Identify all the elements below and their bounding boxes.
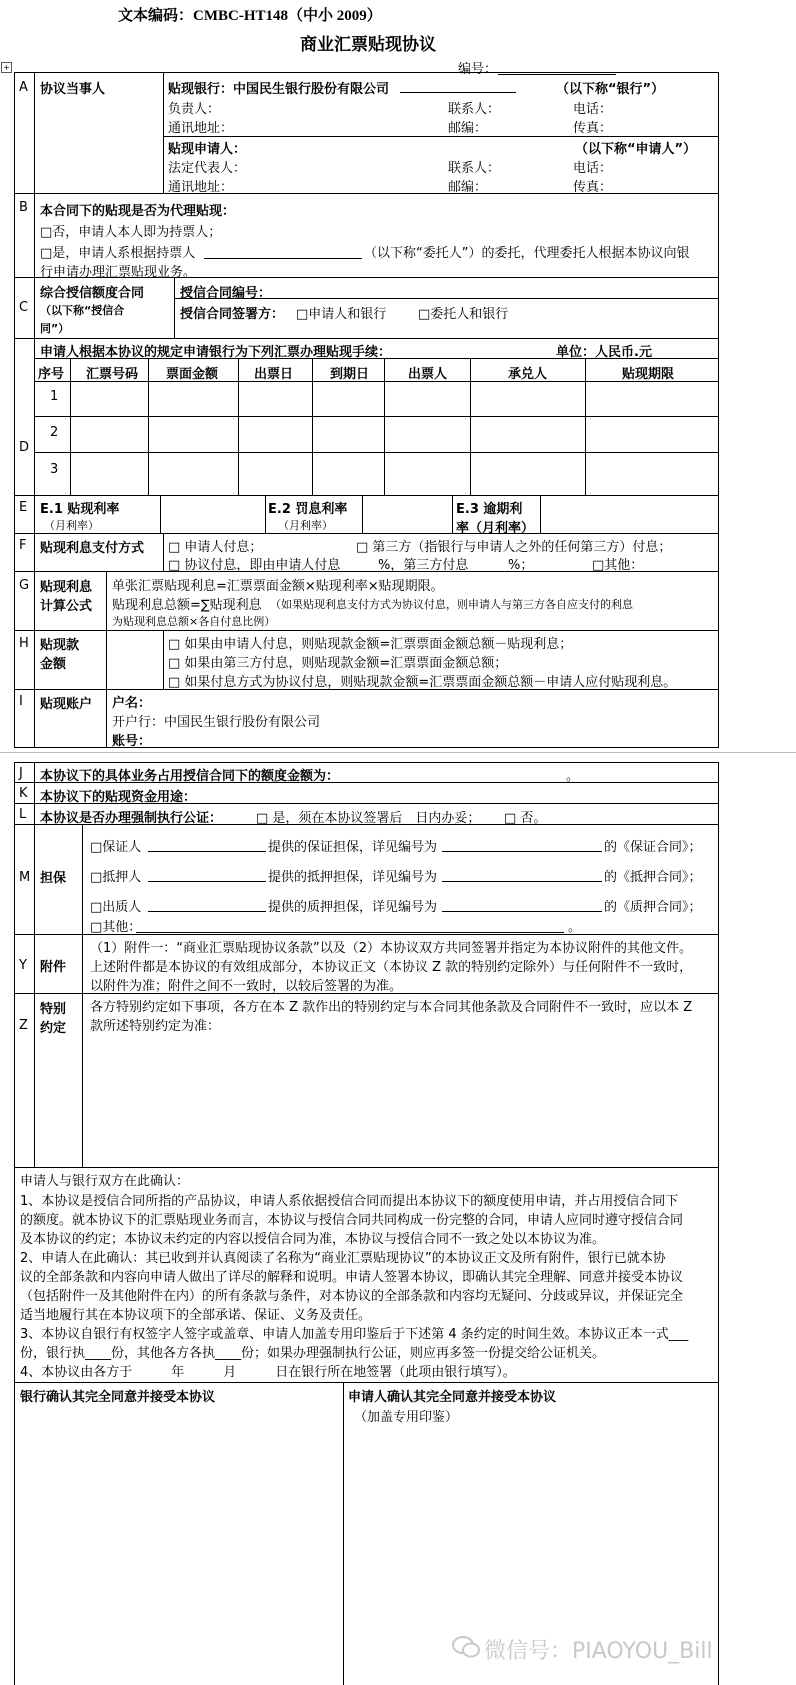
section-letter-c: C xyxy=(19,300,29,315)
table-move-handle-icon[interactable]: + xyxy=(1,62,12,73)
other-guarantee-field[interactable] xyxy=(136,920,564,933)
credit-amount-clause: 本协议下的具体业务占用授信合同下的额度金额为： xyxy=(40,769,340,784)
section-c-label-a: 综合授信额度合同 xyxy=(40,286,145,301)
section-letter-e: E xyxy=(19,500,28,515)
row-number-1: 1 xyxy=(50,389,59,404)
pledgor-text: 提供的质押担保，详见编号为 xyxy=(268,900,438,915)
section-g-label-a: 贴现利息 xyxy=(40,580,93,595)
section-letter-i: I xyxy=(19,694,23,709)
section-b-title: 本合同下的贴现是否为代理贴现： xyxy=(40,204,236,219)
page-title: 商业汇票贴现协议 xyxy=(300,35,436,55)
section-letter-k: K xyxy=(19,786,28,801)
bank-contact-label: 联系人： xyxy=(448,102,501,117)
section-letter-f: F xyxy=(19,538,27,553)
section-letter-m: M xyxy=(19,870,31,885)
confirmation-line: 4、本协议由各方于 年 月 日在银行所在地签署（此项由银行填写）。 xyxy=(20,1365,516,1380)
currency-unit: 单位：人民币.元 xyxy=(556,345,652,360)
applicant-contact-label: 联系人： xyxy=(448,161,501,176)
other-guarantee-end: 。 xyxy=(568,920,582,935)
applicant-address-label: 通讯地址： xyxy=(168,180,234,195)
bank-zip-label: 邮编： xyxy=(448,121,488,136)
interest-pct2-label: %； xyxy=(508,558,534,573)
col-header-acceptor: 承兑人 xyxy=(508,367,548,382)
signer-option-applicant[interactable]: □申请人和银行 xyxy=(296,307,387,322)
applicant-fax-label: 传真： xyxy=(573,180,613,195)
col-header-face-amount: 票面金额 xyxy=(166,367,219,382)
confirmation-line: 的额度。就本协议下的汇票贴现业务而言，本协议与授信合同共同构成一份完整的合同，申请人应同时遵守授信合同 xyxy=(20,1213,684,1228)
guarantor-option[interactable]: □保证人 xyxy=(90,840,142,855)
opening-bank-label: 开户行：中国民生银行股份有限公司 xyxy=(112,715,321,730)
notarization-yes-option[interactable]: □ 是，须在本协议签署后__日内办妥； xyxy=(256,811,481,826)
section-f-label: 贴现利息支付方式 xyxy=(40,541,145,556)
notarization-clause: 本协议是否办理强制执行公证： xyxy=(40,811,223,826)
mortgagor-option[interactable]: □抵押人 xyxy=(90,870,142,885)
agreement-number-field[interactable] xyxy=(498,62,616,75)
amount-option-third-party[interactable]: □ 如果由第三方付息，则贴现款金额=汇票票面金额总额； xyxy=(168,656,508,671)
section-y-label: 附件 xyxy=(40,960,67,975)
special-terms-line-1: 各方特别约定如下事项，各方在本 Z 款作出的特别约定与本合同其他条款及合同附件不一致时，应以本 Z xyxy=(90,1000,693,1015)
pledgor-name-field[interactable] xyxy=(148,899,266,912)
row-number-3: 3 xyxy=(50,462,59,477)
row-number-2: 2 xyxy=(50,425,59,440)
bank-fax-label: 传真： xyxy=(573,121,613,136)
section-z-label-b: 约定 xyxy=(40,1021,67,1036)
section-m-label: 担保 xyxy=(40,871,67,886)
total-interest-note-b: 为贴现利息总额×各自付息比例） xyxy=(112,615,276,628)
interest-pct-label: %，第三方付息 xyxy=(378,558,469,573)
bank-phone-label: 电话： xyxy=(573,102,613,117)
account-number-label: 账号： xyxy=(112,734,152,749)
interest-option-other[interactable]: □其他： xyxy=(592,558,644,573)
pledge-contract-no-field[interactable] xyxy=(442,899,602,912)
section-letter-g: G xyxy=(19,578,30,593)
account-name-label: 户名： xyxy=(112,696,152,711)
pledge-contract-end: 的《质押合同》； xyxy=(604,900,702,915)
applicant-zip-label: 邮编： xyxy=(448,180,488,195)
bank-address-label: 通讯地址： xyxy=(168,121,234,136)
attachment-line-1: （1）附件一：“商业汇票贴现协议条款”以及（2）本协议双方共同签署并指定为本协议附件的其他文件。 xyxy=(90,941,693,956)
other-guarantee-option[interactable]: □其他： xyxy=(90,920,142,935)
guarantor-name-field[interactable] xyxy=(148,839,266,852)
section-letter-a: A xyxy=(19,80,28,95)
mortgagor-text: 提供的抵押担保，详见编号为 xyxy=(268,870,438,885)
bank-alias: （以下称“银行”） xyxy=(556,82,665,97)
total-interest-note-a: （如果贴现利息支付方式为协议付息，则申请人与第三方各自应支付的利息 xyxy=(270,598,633,611)
watermark-text: 微信号：PIAOYOU_Bill xyxy=(484,1639,713,1664)
e2-monthly-rate: （月利率） xyxy=(278,519,333,532)
interest-option-applicant[interactable]: □ 申请人付息； xyxy=(168,540,263,555)
col-header-issue-date: 出票日 xyxy=(254,367,294,382)
e1-monthly-rate: （月利率） xyxy=(44,519,99,532)
confirmation-line: 1、本协议是授信合同所指的产品协议，申请人系依据授信合同而提出本协议下的额度使用申请，并占用授信合同下 xyxy=(20,1194,679,1209)
bank-responsible-label: 负责人： xyxy=(168,102,221,117)
col-header-bill-no: 汇票号码 xyxy=(86,367,139,382)
e1-discount-rate-label: E.1 贴现利率 xyxy=(40,502,120,517)
section-letter-d: D xyxy=(19,440,30,455)
option-agent-a[interactable]: □是，申请人系根据持票人 xyxy=(40,246,196,261)
attachment-line-3: 以附件为准；附件之间不一致时，以较后签署的为准。 xyxy=(90,979,403,994)
section-z-label-a: 特别 xyxy=(40,1002,67,1017)
col-header-term: 贴现期限 xyxy=(622,367,675,382)
credit-amount-end: 。 xyxy=(566,769,580,784)
applicant-legal-rep-label: 法定代表人： xyxy=(168,161,247,176)
guarantor-text: 提供的保证担保，详见编号为 xyxy=(268,840,438,855)
col-header-seq: 序号 xyxy=(38,367,65,382)
section-letter-h: H xyxy=(19,636,29,651)
notarization-no-option[interactable]: □ 否。 xyxy=(504,811,547,826)
guarantee-contract-end: 的《保证合同》； xyxy=(604,840,702,855)
section-letter-l: L xyxy=(19,807,27,822)
section-h-label-b: 金额 xyxy=(40,657,67,672)
col-header-drawer: 出票人 xyxy=(408,367,448,382)
section-letter-j: J xyxy=(19,766,23,781)
pledgor-option[interactable]: □出质人 xyxy=(90,900,142,915)
bank-branch-field[interactable] xyxy=(400,80,516,93)
single-interest-formula: 单张汇票贴现利息=汇票票面金额×贴现利率×贴现期限。 xyxy=(112,579,444,594)
confirmation-line: （包括附件一及其他附件在内）的所有条款与条件，对本协议的全部条款和内容均无疑问、分歧或异议，并保证完全 xyxy=(20,1289,684,1304)
option-agent-b: （以下称“委托人”）的委托，代理委托人根据本协议向银 xyxy=(364,246,690,261)
option-agent-c: 行申请办理汇票贴现业务。 xyxy=(40,265,197,280)
agreement-number-label: 编号： xyxy=(458,62,498,77)
holder-name-field[interactable] xyxy=(204,246,362,259)
interest-option-third-party[interactable]: □ 第三方（指银行与申请人之外的任何第三方）付息； xyxy=(356,540,672,555)
credit-contract-number-label: 授信合同编号： xyxy=(180,286,272,301)
e3-overdue-rate-label-a: E.3 逾期利 xyxy=(456,502,523,517)
confirmation-line: 及本协议的约定；本协议未约定的内容以授信合同为准，本协议与授信合同不一致之处以本协议为准。 xyxy=(20,1232,606,1247)
confirmation-line: 2、申请人在此确认：其已收到并认真阅读了名称为“商业汇票贴现协议”的本协议正文及所有附件，银行已就本协 xyxy=(20,1251,666,1266)
section-g-label-b: 计算公式 xyxy=(40,599,93,614)
mortgage-contract-end: 的《抵押合同》； xyxy=(604,870,702,885)
col-header-due-date: 到期日 xyxy=(330,367,370,382)
special-terms-line-2: 款所述特别约定为准： xyxy=(90,1019,221,1034)
discount-request-intro: 申请人根据本协议的规定申请银行为下列汇票办理贴现手续： xyxy=(40,345,392,360)
attachment-line-2: 上述附件都是本协议的有效组成部分，本协议正文（本协议 Z 款的特别约定除外）与任何附件不一致时， xyxy=(90,960,693,975)
mortgage-contract-no-field[interactable] xyxy=(442,869,602,882)
signer-option-principal[interactable]: □委托人和银行 xyxy=(418,307,509,322)
confirmation-line: 议的全部条款和内容向申请人做出了详尽的解释和说明。申请人签署本协议，即确认其完全理解、同意并接受本协议 xyxy=(20,1270,684,1285)
confirmation-line: 3、本协议自银行有权签字人签字或盖章、申请人加盖专用印鉴后于下述第 4 条约定的时间生效。本协议正本一式___ xyxy=(20,1327,689,1342)
document-code: 文本编码：CMBC-HT148（中小 2009） xyxy=(118,8,382,24)
e2-penalty-rate-label: E.2 罚息利率 xyxy=(268,502,348,517)
section-letter-z: Z xyxy=(19,1018,28,1033)
section-c-label-b: （以下称“授信合 xyxy=(40,304,125,317)
confirmation-line: 份，银行执____份，其他各方各执____份；如果办理强制执行公证，则应再多签一份提交给公证机关。 xyxy=(20,1346,606,1361)
special-terms-field[interactable] xyxy=(90,1036,710,1161)
section-letter-b: B xyxy=(19,200,28,215)
discount-bank-line: 贴现银行：中国民生银行股份有限公司 xyxy=(168,82,390,97)
seal-note: （加盖专用印鉴） xyxy=(354,1410,459,1425)
section-i-label: 贴现账户 xyxy=(40,697,93,712)
applicant-alias: （以下称“申请人”） xyxy=(575,142,697,157)
amount-option-negotiated[interactable]: □ 如果付息方式为协议付息，则贴现款金额=汇票票面金额总额－申请人应付贴现利息。 xyxy=(168,675,677,690)
section-a-label: 协议当事人 xyxy=(40,82,106,97)
applicant-signature-title: 申请人确认其完全同意并接受本协议 xyxy=(348,1390,557,1405)
bank-signature-title: 银行确认其完全同意并接受本协议 xyxy=(20,1390,216,1405)
section-h-label-a: 贴现款 xyxy=(40,638,80,653)
credit-contract-signer-label: 授信合同签署方： xyxy=(180,307,285,322)
section-c-label-c: 同”） xyxy=(40,322,70,335)
guarantee-contract-no-field[interactable] xyxy=(442,839,602,852)
applicant-label: 贴现申请人： xyxy=(168,142,247,157)
applicant-phone-label: 电话： xyxy=(573,161,613,176)
confirmation-title: 申请人与银行双方在此确认： xyxy=(20,1174,190,1189)
amount-option-applicant[interactable]: □ 如果由申请人付息，则贴现款金额=汇票票面金额总额－贴现利息； xyxy=(168,637,573,652)
wechat-icon xyxy=(452,1636,480,1658)
interest-option-negotiated[interactable]: □ 协议付息，即由申请人付息 xyxy=(168,558,341,573)
mortgagor-name-field[interactable] xyxy=(148,869,266,882)
total-interest-formula: 贴现利息总额=∑贴现利息 xyxy=(112,598,262,613)
fund-purpose-clause: 本协议下的贴现资金用途： xyxy=(40,790,197,805)
bank-signature-area[interactable] xyxy=(20,1410,338,1680)
section-letter-y: Y xyxy=(19,958,27,973)
confirmation-line: 适当地履行其在本协议项下的全部承诺、保证、义务及责任。 xyxy=(20,1308,372,1323)
option-not-agent[interactable]: □否，申请人本人即为持票人； xyxy=(40,225,222,240)
e3-overdue-rate-label-b: 率（月利率） xyxy=(456,521,535,536)
